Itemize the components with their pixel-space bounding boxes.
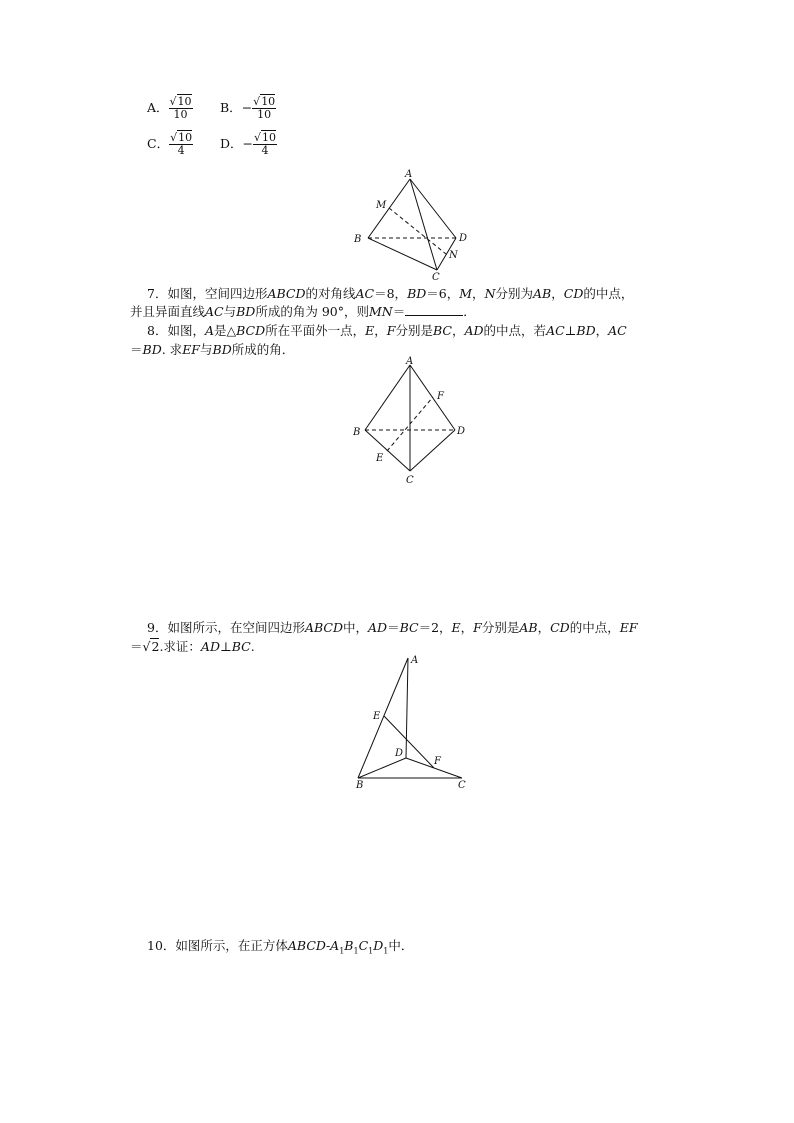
label-c: C <box>406 475 414 486</box>
option-d: D．− $\frac{√10}{4}$ <box>220 131 277 157</box>
edge-ad <box>406 658 408 758</box>
label-f: F <box>437 391 444 402</box>
option-b-letter: B． <box>220 100 242 115</box>
label-n: N <box>449 250 458 261</box>
label-c: C <box>458 780 466 791</box>
option-a-fraction: $\frac{√10}{10}$ <box>169 95 192 121</box>
q7-line1: 7．如图，空间四边形ABCD的对角线AC＝8，BD＝6，M，N分别为AB，CD的中点， <box>147 286 634 301</box>
label-f: F <box>434 756 441 767</box>
q9-line1: 9．如图所示，在空间四边形ABCD中，AD＝BC＝2，E，F分别是AB，CD的中点，EF <box>147 620 638 635</box>
label-d: D <box>395 748 404 759</box>
option-c-letter: C． <box>147 136 170 151</box>
label-b: B <box>354 234 362 245</box>
label-b: B <box>353 427 361 438</box>
q8-line2: ＝BD. 求EF与BD所成的角． <box>130 342 295 357</box>
option-d-letter: D． <box>220 136 243 151</box>
option-b-fraction: $\frac{√10}{10}$ <box>253 95 276 121</box>
option-a-letter: A． <box>147 100 169 115</box>
q8-line1: 8．如图，A是△BCD所在平面外一点，E，F分别是BC，AD的中点，若AC⊥BD，AC <box>147 323 627 338</box>
option-a <box>147 96 193 121</box>
edge-cd <box>410 430 455 471</box>
edge-ac <box>410 179 437 270</box>
q7-line2: 并且异面直线AC与BD所成的角为 90°，则MN＝ ． <box>130 304 476 319</box>
label-c: C <box>432 272 440 283</box>
label-a: A <box>405 169 413 180</box>
label-d: D <box>459 233 468 244</box>
label-b: B <box>356 780 364 791</box>
option-c <box>147 132 193 157</box>
option-c-fraction: $\frac{√10}{4}$ <box>170 131 193 157</box>
label-a: A <box>411 655 419 666</box>
label-e: E <box>376 453 384 464</box>
label-m: M <box>376 200 387 211</box>
segment-ef <box>384 716 434 768</box>
option-d-fraction: $\frac{√10}{4}$ <box>254 131 277 157</box>
answer-blank[interactable] <box>405 303 463 316</box>
q9-line2: ＝√2.求证：AD⊥BC. <box>130 639 255 654</box>
figure-tetrahedron-ef <box>345 355 475 490</box>
figure-quadrilateral-ef <box>350 652 480 792</box>
label-d: D <box>457 426 466 437</box>
edge-ad <box>410 179 456 238</box>
figure-tetrahedron-mn <box>340 162 480 284</box>
edge-ab <box>365 365 410 430</box>
label-e: E <box>373 711 381 722</box>
edge-bc <box>368 238 437 270</box>
label-a: A <box>406 356 414 367</box>
option-b: B．− $\frac{√10}{10}$ <box>220 95 276 121</box>
q10-line1: 10．如图所示，在正方体ABCD-$A_1B_1C_1D_1$中． <box>147 938 414 956</box>
